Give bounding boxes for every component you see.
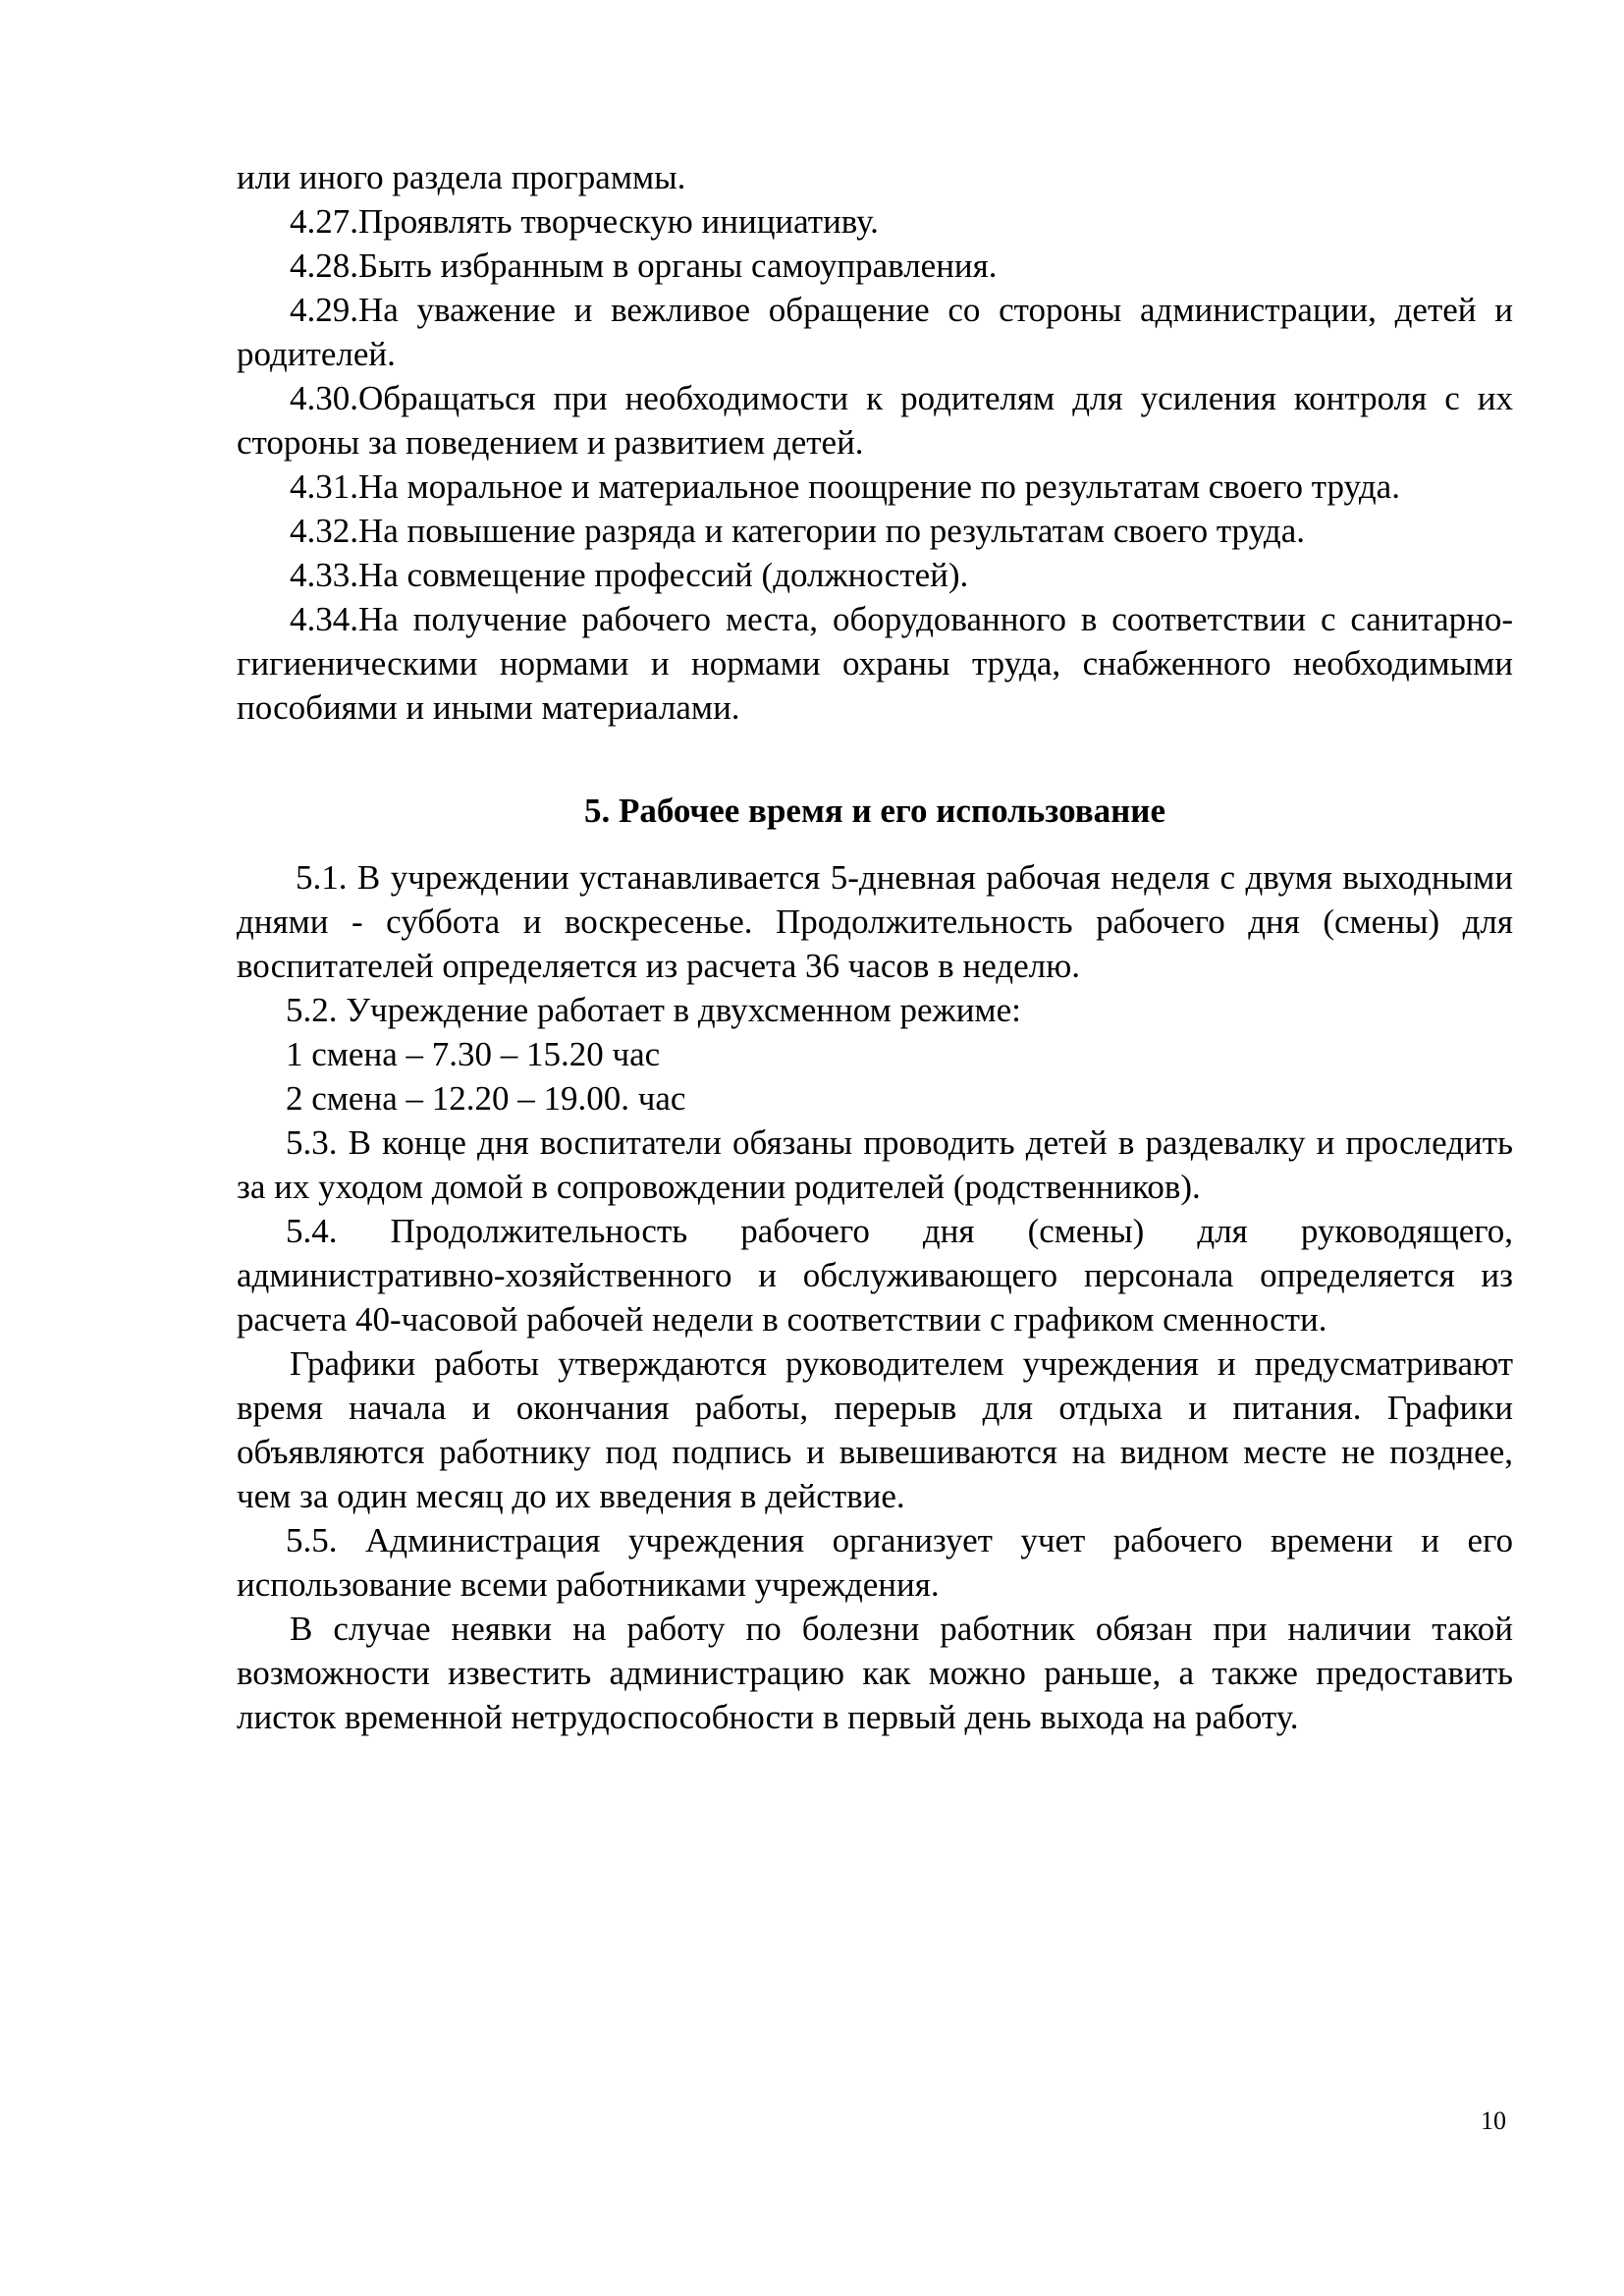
shift-2-line: 2 смена – 12.20 – 19.00. час [286, 1079, 686, 1118]
page-number: 10 [1481, 2106, 1506, 2135]
clause-4-33: 4.33.На совмещение профессий (должностей). [290, 556, 969, 594]
sick-leave-paragraph: В случае неявки на работу по болезни работник обязан при наличии такой возможности известить администрацию как можно раньше, а также предоставить листок временной нетрудоспособности в первый день выхода на работу. [237, 1610, 1513, 1736]
shift-1-line: 1 смена – 7.30 – 15.20 час [286, 1035, 661, 1073]
clause-4-30: 4.30.Обращаться при необходимости к родителям для усиления контроля с их стороны за поведением и развитием детей. [237, 379, 1513, 462]
clause-5-5: 5.5. Администрация учреждения организует учет рабочего времени и его использование всеми работниками учреждения. [237, 1521, 1513, 1604]
clause-4-31: 4.31.На моральное и материальное поощрение по результатам своего труда. [290, 467, 1400, 506]
clause-5-2: 5.2. Учреждение работает в двухсменном режиме: [286, 991, 1021, 1029]
clause-5-4: 5.4. Продолжительность рабочего дня (смены) для руководящего, административно-хозяйственного и обслуживающего персонала определяется из расчета 40-часовой рабочей недели в соответствии с графиком сменности. [237, 1212, 1513, 1339]
clause-5-1: 5.1. В учреждении устанавливается 5-дневная рабочая неделя с двумя выходными днями - суббота и воскресенье. Продолжительность рабочего дня (смены) для воспитателей определяется из расчета 36 часов в неделю. [237, 858, 1513, 985]
paragraph-continuation: или иного раздела программы. [237, 158, 686, 196]
clause-4-27: 4.27.Проявлять творческую инициативу. [290, 202, 879, 241]
clause-4-32: 4.32.На повышение разряда и категории по результатам своего труда. [290, 512, 1305, 550]
clause-4-29: 4.29.На уважение и вежливое обращение со стороны администрации, детей и родителей. [237, 291, 1513, 373]
clause-5-3: 5.3. В конце дня воспитатели обязаны проводить детей в раздевалку и проследить за их уходом домой в сопровождении родителей (родственников). [237, 1123, 1513, 1206]
section-heading: 5. Рабочее время и его использование [583, 792, 1166, 830]
schedules-paragraph: Графики работы утверждаются руководителем учреждения и предусматривают время начала и окончания работы, перерыв для отдыха и питания. Графики объявляются работнику под подпись и вывешиваются на видном месте не позднее, чем за один месяц до их введения в действие. [237, 1344, 1513, 1515]
clause-4-28: 4.28.Быть избранным в органы самоуправления. [290, 246, 998, 285]
clause-4-34: 4.34.На получение рабочего места, оборудованного в соответствии с санитарно-гигиеническими нормами и нормами охраны труда, снабженного необходимыми пособиями и иными материалами. [237, 600, 1513, 727]
document-page [237, 155, 1513, 1739]
